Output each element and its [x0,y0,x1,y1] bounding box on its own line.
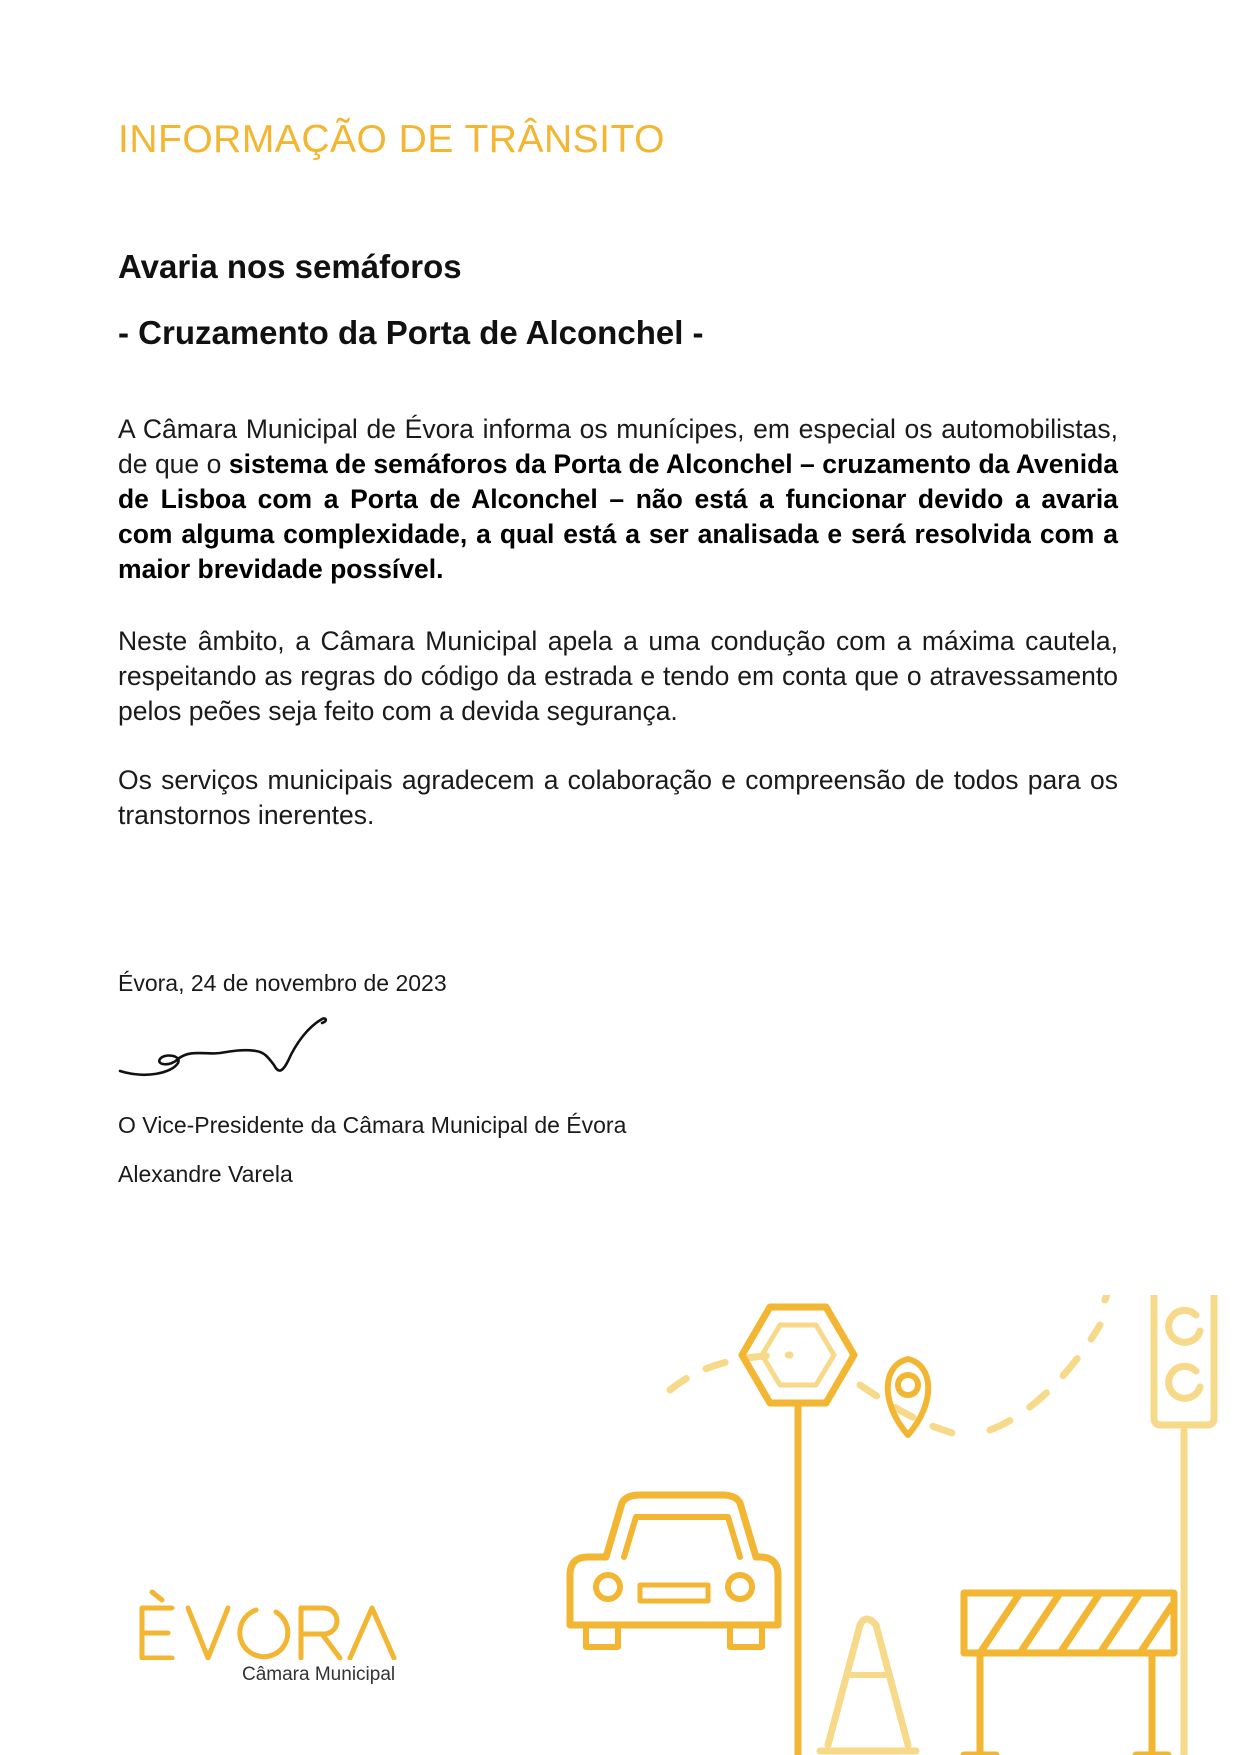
signature-icon [116,1015,356,1085]
date-line: Évora, 24 de novembro de 2023 [118,970,447,996]
logo-subtitle: Câmara Municipal [242,1664,396,1685]
paragraph-3: Os serviços municipais agradecem a colaboração e compreensão de todos para os transtornos inerentes. [118,765,1118,830]
evora-logo-icon [136,1588,416,1660]
paragraph-2: Neste âmbito, a Câmara Municipal apela a uma condução com a máxima cautela, respeitando as regras do código da estrada e tendo em conta que o atravessamento pelos peões seja feito com a devida segurança. [118,626,1118,726]
traffic-illustration-icon [560,1295,1241,1755]
paragraph-1-intro: A Câmara Municipal de Évora informa os munícipes, em especial os automobilistas, de que o [118,414,1118,479]
name-line: Alexandre Varela [118,1161,293,1187]
header-kicker: INFORMAÇÃO DE TRÂNSITO [118,118,665,161]
page-title: Avaria nos semáforos [118,248,462,285]
page-subtitle: - Cruzamento da Porta de Alconchel - [118,314,704,351]
role-line: O Vice-Presidente da Câmara Municipal de Évora [118,1112,627,1138]
paragraph-1 [118,412,1118,587]
paragraph-1-emphasis: sistema de semáforos da Porta de Alconchel – cruzamento da Avenida de Lisboa com a Porta de Alconchel – não está a funcionar devido a avaria com alguma complexidade, a qual está a ser analisada e será resolvida com a maior brevidade possível. [118,449,1118,584]
